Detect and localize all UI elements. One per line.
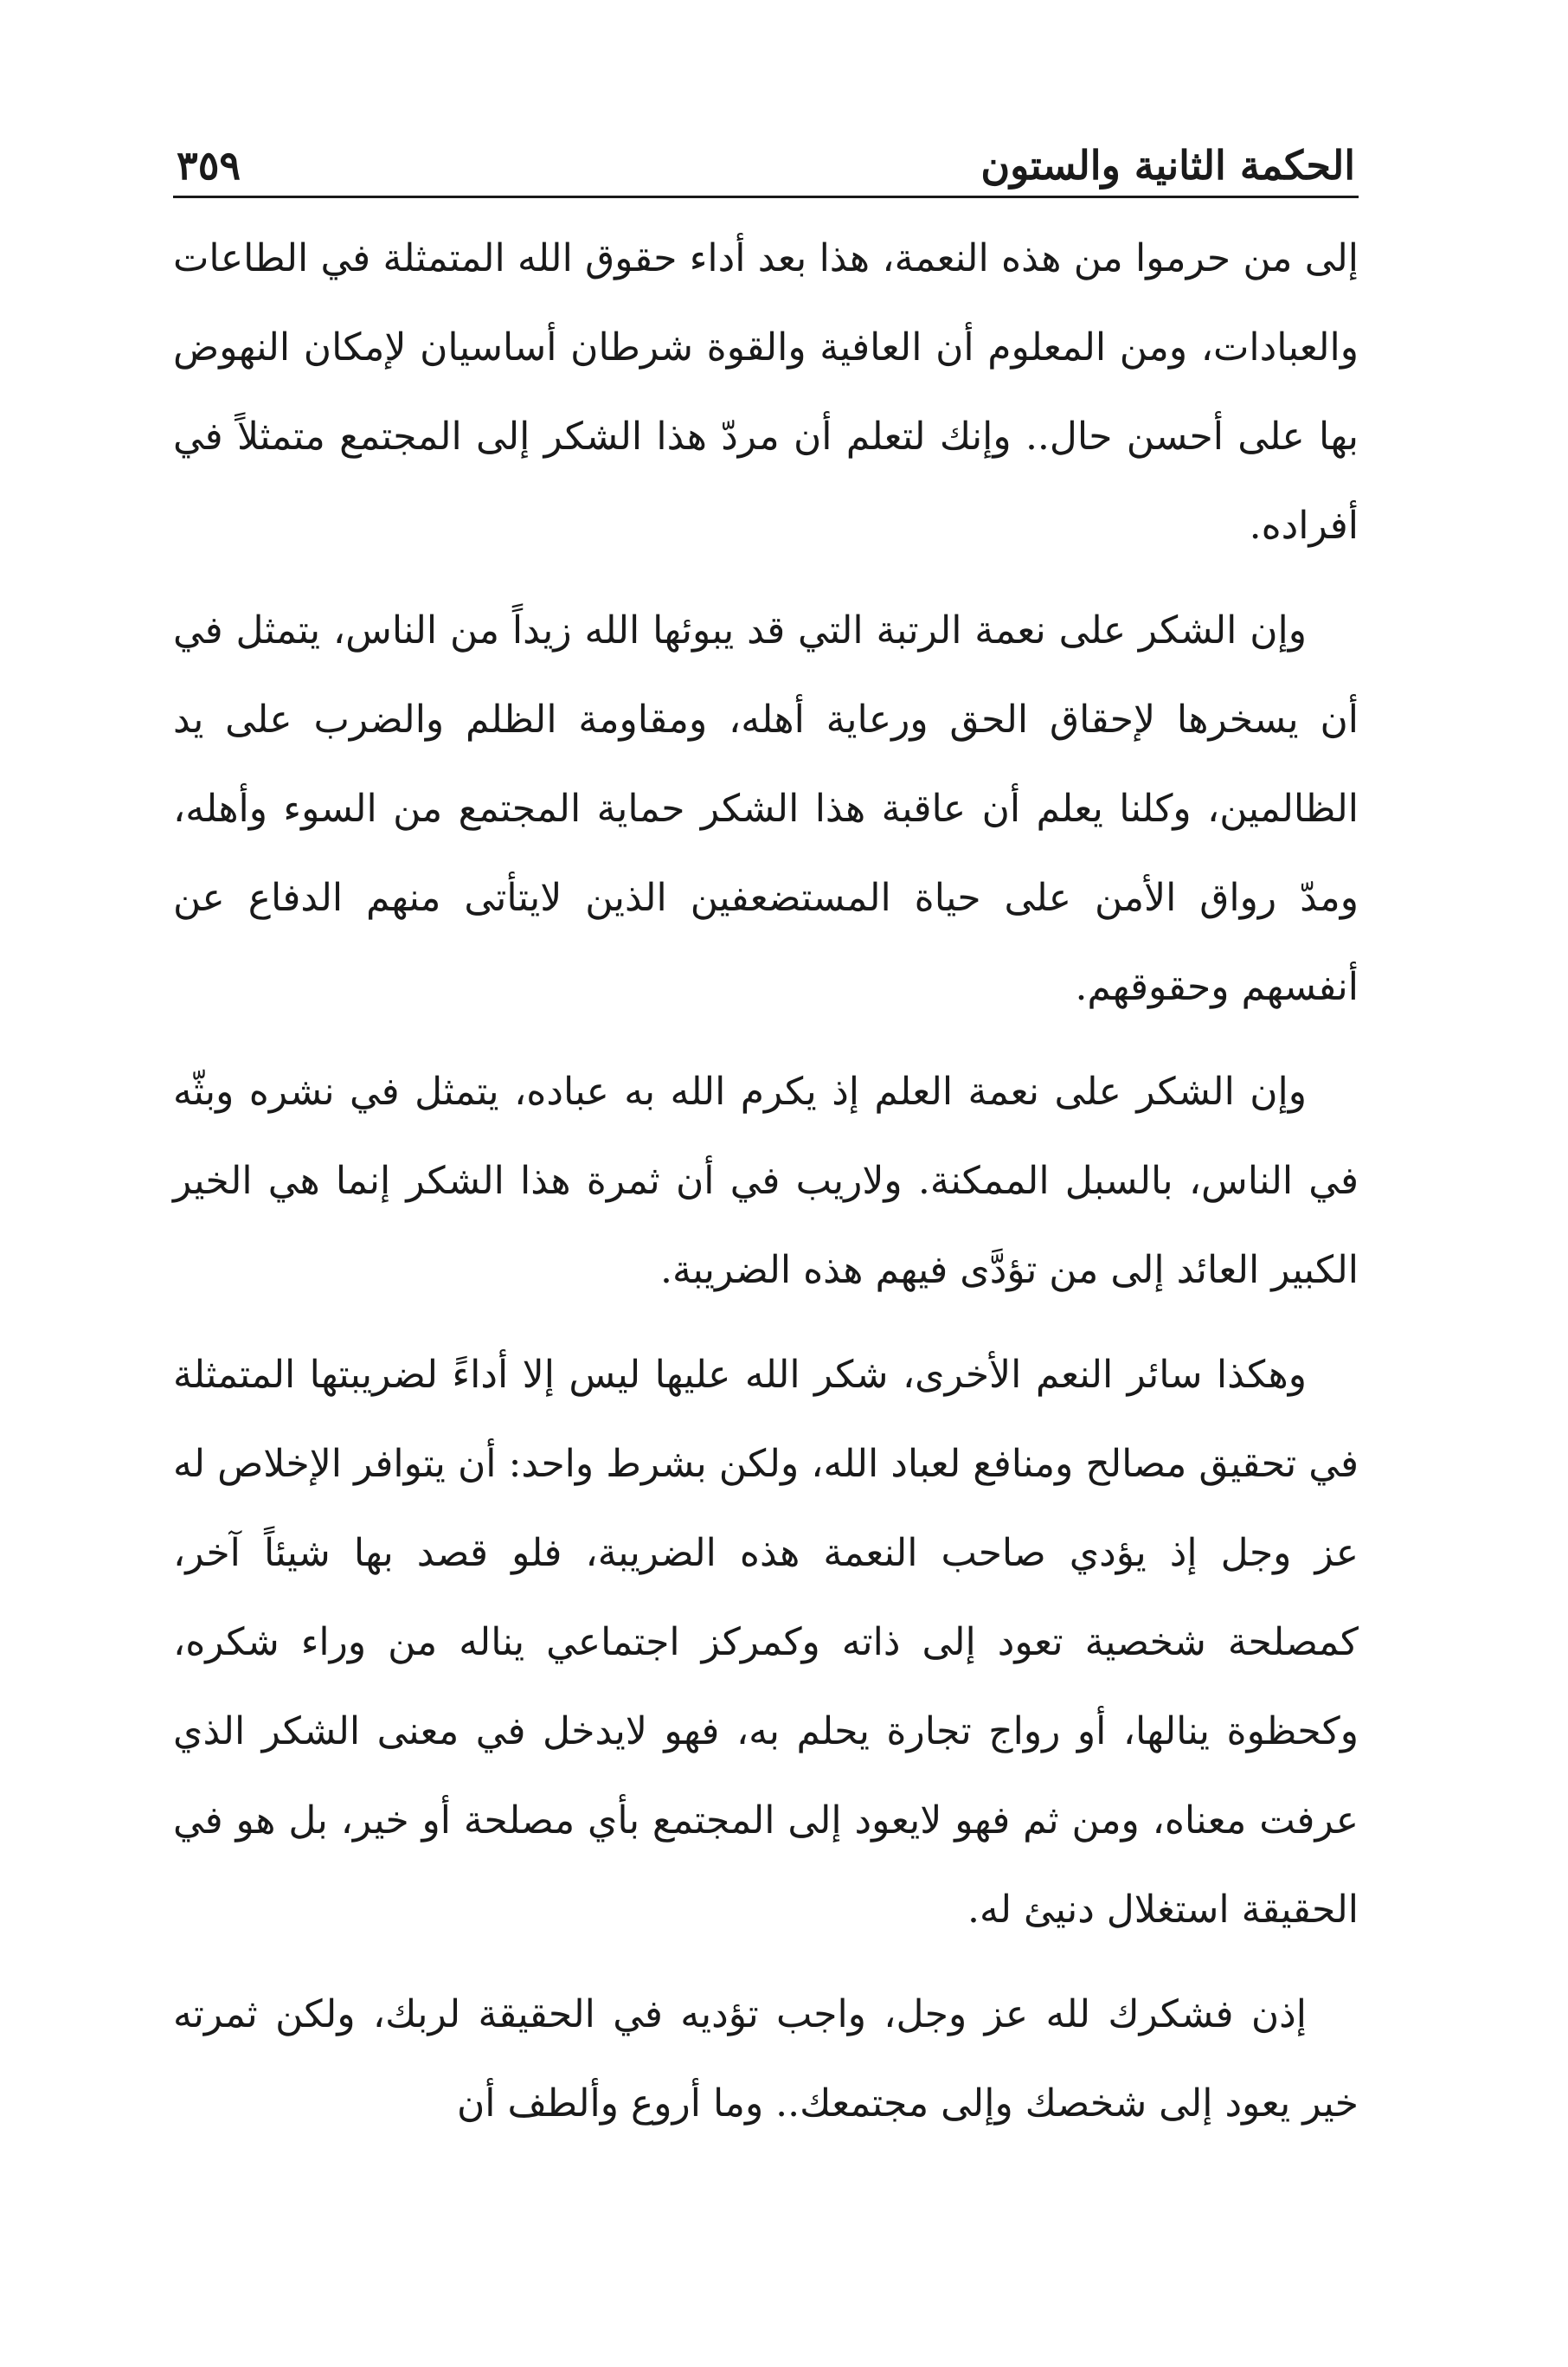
paragraph-3: وإن الشكر على نعمة العلم إذ يكرم الله به عباده، يتمثل في نشره وبثّه في الناس، بالسبل الممكنة. ولاريب في أن ثمرة هذا الشكر إنما هي الخير الكبير العائد إلى من تؤدَّى فيهم هذه الضريبة. [173, 1070, 1359, 1292]
running-title: الحكمة الثانية والستون [980, 142, 1355, 189]
paragraph-5: إذن فشكرك لله عز وجل، واجب تؤديه في الحقيقة لربك، ولكن ثمرته خير يعود إلى شخصك وإلى مجتمعك.. وما أروع وألطف أن [173, 1992, 1359, 2126]
paragraph-4: وهكذا سائر النعم الأخرى، شكر الله عليها ليس إلا أداءً لضريبتها المتمثلة في تحقيق مصالح ومنافع لعباد الله، ولكن بشرط واحد: أن يتوافر الإخلاص له عز وجل إذ يؤدي صاحب النعمة هذه الضريبة، فلو قصد بها شيئاً آخر، كمصلحة شخصية تعود إلى ذاته وكمركز اجتماعي يناله من وراء شكره، وكحظوة ينالها، أو رواج تجارة يحلم به، فهو لايدخل في معنى الشكر الذي عرفت معناه، ومن ثم فهو لايعود إلى المجتمع بأي مصلحة أو خير، بل هو في الحقيقة استغلال دنيئ له. [173, 1353, 1359, 1932]
paragraph-1: إلى من حرموا من هذه النعمة، هذا بعد أداء حقوق الله المتمثلة في الطاعات والعبادات، ومن المعلوم أن العافية والقوة شرطان أساسيان لإمكان النهوض بها على أحسن حال.. وإنك لتعلم أن مردّ هذا الشكر إلى المجتمع متمثلاً في أفراده. [173, 236, 1359, 548]
running-header [173, 121, 1359, 198]
page-number: ٣٥٩ [177, 142, 241, 189]
book-page [173, 121, 1359, 2267]
page-body [173, 214, 1359, 2148]
paragraph-2: وإن الشكر على نعمة الرتبة التي قد يبوئها الله زيداً من الناس، يتمثل في أن يسخرها لإحقاق الحق ورعاية أهله، ومقاومة الظلم والضرب على يد الظالمين، وكلنا يعلم أن عاقبة هذا الشكر حماية المجتمع من السوء وأهله، ومدّ رواق الأمن على حياة المستضعفين الذين لايتأتى منهم الدفاع عن أنفسهم وحقوقهم. [173, 608, 1359, 1009]
